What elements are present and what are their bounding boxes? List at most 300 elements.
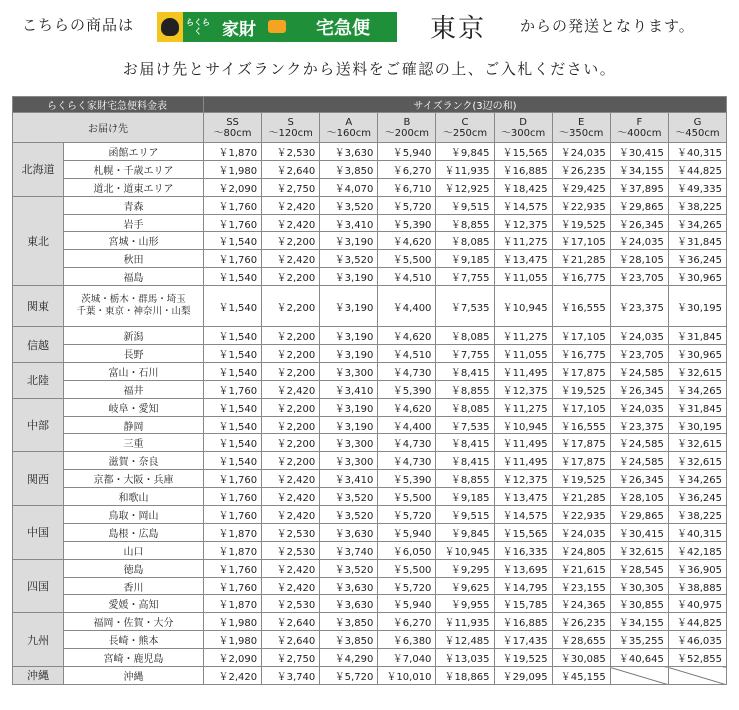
price-cell: ￥32,615 (610, 541, 668, 559)
price-cell: ￥5,390 (378, 380, 436, 398)
area-name-line: 道北・道東エリア (93, 183, 174, 195)
price-cell: ￥24,035 (610, 327, 668, 345)
table-row (13, 613, 727, 631)
size-rank-code: A (345, 116, 353, 128)
price-cell: ￥16,775 (552, 268, 610, 286)
price-cell: ￥3,520 (320, 506, 378, 524)
price-cell: ￥5,720 (378, 577, 436, 595)
price-cell: ￥29,865 (610, 506, 668, 524)
price-cell: ￥3,520 (320, 559, 378, 577)
price-cell: ￥34,265 (668, 214, 726, 232)
region-name: 北陸 (13, 362, 64, 398)
price-cell: ￥5,390 (378, 470, 436, 488)
shipping-rate-table (12, 96, 727, 685)
price-cell: ￥2,090 (204, 649, 262, 667)
area-name-line: 福岡・佐賀・大分 (93, 618, 174, 630)
price-cell: ￥26,235 (552, 160, 610, 178)
price-cell: ￥4,730 (378, 434, 436, 452)
price-cell: ￥11,495 (494, 452, 552, 470)
price-cell: ￥7,755 (436, 345, 494, 363)
price-cell: ￥1,980 (204, 631, 262, 649)
table-row (13, 178, 727, 196)
price-cell: ￥28,545 (610, 559, 668, 577)
price-cell: ￥13,035 (436, 649, 494, 667)
price-cell: ￥14,795 (494, 577, 552, 595)
price-cell: ￥1,540 (204, 416, 262, 434)
area-name (64, 416, 204, 434)
area-name (64, 196, 204, 214)
price-cell: ￥34,265 (668, 470, 726, 488)
price-cell: ￥18,425 (494, 178, 552, 196)
price-cell: ￥8,855 (436, 470, 494, 488)
area-name-line: 沖縄 (123, 671, 144, 683)
table-row (13, 160, 727, 178)
price-cell: ￥19,525 (552, 214, 610, 232)
price-cell: ￥23,375 (610, 286, 668, 327)
price-cell: ￥15,565 (494, 523, 552, 541)
price-cell: ￥18,865 (436, 667, 494, 685)
price-cell: ￥5,720 (378, 196, 436, 214)
table-row (13, 470, 727, 488)
table-row (13, 143, 727, 161)
price-cell: ￥2,530 (262, 595, 320, 613)
size-rank-code: S (287, 116, 294, 128)
price-cell: ￥3,630 (320, 523, 378, 541)
price-cell: ￥6,270 (378, 160, 436, 178)
table-row (13, 250, 727, 268)
table-row (13, 286, 727, 327)
table-row (13, 595, 727, 613)
size-range: ～160cm (326, 127, 371, 139)
price-cell: ￥3,190 (320, 327, 378, 345)
price-cell: ￥24,585 (610, 362, 668, 380)
price-cell: ￥49,335 (668, 178, 726, 196)
price-cell-unavailable (668, 667, 726, 685)
price-cell: ￥11,495 (494, 434, 552, 452)
price-cell: ￥11,275 (494, 327, 552, 345)
area-name (64, 506, 204, 524)
table-row (13, 268, 727, 286)
size-column-header (262, 113, 320, 143)
price-cell: ￥30,195 (668, 416, 726, 434)
area-name (64, 232, 204, 250)
price-cell: ￥52,855 (668, 649, 726, 667)
price-cell: ￥11,275 (494, 232, 552, 250)
area-name-line: 青森 (123, 201, 144, 213)
price-cell: ￥13,475 (494, 488, 552, 506)
size-rank-code: G (693, 116, 702, 128)
area-name (64, 143, 204, 161)
price-cell: ￥12,485 (436, 631, 494, 649)
price-cell: ￥7,040 (378, 649, 436, 667)
price-cell: ￥5,940 (378, 595, 436, 613)
price-cell: ￥30,855 (610, 595, 668, 613)
table-row (13, 577, 727, 595)
header-line-2: お届け先とサイズランクから送料をご確認の上、ご入札ください。 (122, 60, 617, 78)
area-name-line: 新潟 (123, 332, 144, 344)
size-column-header (668, 113, 726, 143)
area-name-line: 鳥取・岡山 (108, 510, 159, 522)
price-cell: ￥3,190 (320, 232, 378, 250)
area-name (64, 452, 204, 470)
size-rank-code: C (461, 116, 469, 128)
price-cell: ￥4,290 (320, 649, 378, 667)
price-cell: ￥4,620 (378, 232, 436, 250)
price-cell: ￥3,740 (262, 667, 320, 685)
price-cell: ￥36,905 (668, 559, 726, 577)
area-name (64, 541, 204, 559)
destination-header: お届け先 (13, 113, 204, 143)
price-cell: ￥32,615 (668, 434, 726, 452)
price-cell: ￥32,615 (668, 452, 726, 470)
price-cell: ￥3,190 (320, 345, 378, 363)
area-name (64, 488, 204, 506)
region-name: 沖縄 (13, 667, 64, 685)
size-rank-code: SS (226, 116, 239, 128)
price-cell: ￥1,870 (204, 143, 262, 161)
price-cell: ￥23,705 (610, 268, 668, 286)
price-cell: ￥2,200 (262, 452, 320, 470)
price-cell: ￥44,825 (668, 613, 726, 631)
price-cell: ￥17,875 (552, 452, 610, 470)
price-cell: ￥3,410 (320, 380, 378, 398)
price-cell: ￥9,185 (436, 488, 494, 506)
price-cell: ￥1,870 (204, 595, 262, 613)
price-cell: ￥34,155 (610, 160, 668, 178)
price-cell: ￥31,845 (668, 232, 726, 250)
area-name (64, 559, 204, 577)
header-line-1 (0, 12, 739, 42)
price-cell: ￥2,420 (262, 506, 320, 524)
price-cell: ￥23,375 (610, 416, 668, 434)
price-cell: ￥36,245 (668, 250, 726, 268)
price-cell: ￥45,155 (552, 667, 610, 685)
price-cell: ￥26,235 (552, 613, 610, 631)
area-name (64, 286, 204, 327)
price-cell: ￥2,640 (262, 160, 320, 178)
price-cell: ￥3,300 (320, 452, 378, 470)
price-cell: ￥7,755 (436, 268, 494, 286)
price-cell: ￥1,760 (204, 577, 262, 595)
price-cell: ￥9,185 (436, 250, 494, 268)
price-cell: ￥6,380 (378, 631, 436, 649)
table-row (13, 345, 727, 363)
area-name-line: 長野 (123, 349, 144, 361)
price-cell: ￥4,510 (378, 345, 436, 363)
header-trail-text: からの発送となります。 (520, 17, 695, 35)
price-cell: ￥3,410 (320, 470, 378, 488)
area-name-line: 富山・石川 (108, 367, 159, 379)
price-cell: ￥10,945 (436, 541, 494, 559)
price-cell: ￥10,945 (494, 286, 552, 327)
price-cell: ￥1,760 (204, 196, 262, 214)
price-cell: ￥11,935 (436, 160, 494, 178)
price-cell: ￥1,760 (204, 250, 262, 268)
price-cell: ￥17,105 (552, 232, 610, 250)
black-cat-icon (157, 12, 183, 42)
size-column-header (320, 113, 378, 143)
price-cell: ￥42,185 (668, 541, 726, 559)
price-cell: ￥2,420 (262, 214, 320, 232)
region-name: 信越 (13, 327, 64, 363)
area-name-line: 札幌・千歳エリア (93, 165, 174, 177)
area-name-line: 千葉・東京・神奈川・山梨 (76, 306, 191, 318)
area-name (64, 523, 204, 541)
region-name: 九州 (13, 613, 64, 667)
price-cell: ￥17,875 (552, 434, 610, 452)
price-cell: ￥28,105 (610, 488, 668, 506)
area-name-line: 秋田 (123, 255, 144, 267)
price-cell: ￥16,885 (494, 613, 552, 631)
price-cell: ￥16,885 (494, 160, 552, 178)
price-cell: ￥2,200 (262, 416, 320, 434)
table-row (13, 649, 727, 667)
price-cell: ￥28,105 (610, 250, 668, 268)
price-cell: ￥26,345 (610, 470, 668, 488)
price-cell: ￥4,730 (378, 362, 436, 380)
table-row (13, 214, 727, 232)
region-name: 北海道 (13, 143, 64, 197)
price-cell: ￥1,540 (204, 362, 262, 380)
price-cell: ￥30,305 (610, 577, 668, 595)
area-name (64, 345, 204, 363)
price-cell: ￥3,300 (320, 434, 378, 452)
price-cell: ￥2,200 (262, 362, 320, 380)
price-cell: ￥30,085 (552, 649, 610, 667)
price-cell: ￥36,245 (668, 488, 726, 506)
price-cell: ￥3,300 (320, 362, 378, 380)
area-name (64, 613, 204, 631)
size-range: ～250cm (442, 127, 488, 139)
price-cell: ￥24,035 (610, 232, 668, 250)
price-cell: ￥30,415 (610, 143, 668, 161)
price-cell: ￥4,510 (378, 268, 436, 286)
price-cell: ￥4,400 (378, 286, 436, 327)
table-row (13, 416, 727, 434)
price-cell: ￥44,825 (668, 160, 726, 178)
area-name-line: 岐阜・愛知 (108, 403, 159, 415)
size-rank-code: B (403, 116, 411, 128)
price-cell: ￥14,575 (494, 506, 552, 524)
page-header (0, 0, 739, 96)
price-cell: ￥10,010 (378, 667, 436, 685)
price-cell: ￥1,540 (204, 286, 262, 327)
price-cell: ￥4,400 (378, 416, 436, 434)
price-cell: ￥16,335 (494, 541, 552, 559)
area-name (64, 268, 204, 286)
price-cell: ￥1,540 (204, 398, 262, 416)
price-cell: ￥14,575 (494, 196, 552, 214)
price-cell: ￥1,540 (204, 345, 262, 363)
price-cell: ￥8,085 (436, 232, 494, 250)
price-cell: ￥40,645 (610, 649, 668, 667)
price-cell: ￥2,420 (262, 488, 320, 506)
price-cell: ￥30,415 (610, 523, 668, 541)
origin-city: 東京 (430, 14, 487, 44)
price-cell: ￥5,500 (378, 559, 436, 577)
price-cell: ￥12,375 (494, 380, 552, 398)
area-name (64, 595, 204, 613)
price-cell: ￥11,055 (494, 345, 552, 363)
price-cell: ￥29,095 (494, 667, 552, 685)
size-range: ～350cm (559, 127, 604, 139)
price-cell: ￥16,555 (552, 286, 610, 327)
price-cell: ￥24,035 (610, 398, 668, 416)
price-cell: ￥26,345 (610, 380, 668, 398)
price-cell: ￥22,935 (552, 506, 610, 524)
price-cell: ￥38,225 (668, 506, 726, 524)
price-cell: ￥3,850 (320, 613, 378, 631)
price-cell: ￥2,640 (262, 631, 320, 649)
area-name-line: 滋賀・奈良 (108, 457, 159, 469)
region-name: 関西 (13, 452, 64, 506)
size-rank-code: E (578, 116, 585, 128)
price-cell: ￥1,980 (204, 613, 262, 631)
price-cell: ￥5,720 (320, 667, 378, 685)
price-cell: ￥3,520 (320, 196, 378, 214)
area-name-line: 静岡 (123, 421, 144, 433)
price-cell: ￥8,415 (436, 362, 494, 380)
area-name-line: 福島 (123, 273, 144, 285)
price-cell: ￥2,200 (262, 268, 320, 286)
price-cell: ￥2,420 (262, 250, 320, 268)
price-cell: ￥6,710 (378, 178, 436, 196)
price-cell: ￥40,315 (668, 523, 726, 541)
price-cell: ￥24,035 (552, 523, 610, 541)
price-cell: ￥1,760 (204, 380, 262, 398)
price-cell: ￥3,520 (320, 488, 378, 506)
size-range: ～450cm (675, 127, 720, 139)
price-cell: ￥12,375 (494, 470, 552, 488)
price-cell: ￥9,845 (436, 523, 494, 541)
price-cell: ￥46,035 (668, 631, 726, 649)
price-cell: ￥4,620 (378, 327, 436, 345)
price-cell: ￥2,200 (262, 398, 320, 416)
price-cell: ￥4,070 (320, 178, 378, 196)
price-cell: ￥1,540 (204, 434, 262, 452)
price-cell: ￥1,760 (204, 470, 262, 488)
area-name-line: 岩手 (123, 219, 144, 231)
size-rank-code: F (636, 116, 643, 128)
price-cell: ￥3,630 (320, 143, 378, 161)
price-cell: ￥21,615 (552, 559, 610, 577)
area-name-line: 福井 (123, 385, 144, 397)
area-name (64, 178, 204, 196)
price-cell: ￥16,555 (552, 416, 610, 434)
price-cell: ￥3,850 (320, 631, 378, 649)
price-cell: ￥29,865 (610, 196, 668, 214)
area-name (64, 327, 204, 345)
price-cell: ￥2,750 (262, 178, 320, 196)
price-cell: ￥11,055 (494, 268, 552, 286)
size-range: ～300cm (500, 127, 546, 139)
table-row (13, 380, 727, 398)
region-name: 中部 (13, 398, 64, 452)
size-column-header (552, 113, 610, 143)
price-cell: ￥24,365 (552, 595, 610, 613)
price-cell: ￥4,620 (378, 398, 436, 416)
price-cell: ￥34,265 (668, 380, 726, 398)
price-cell: ￥2,420 (262, 380, 320, 398)
area-name-line: 函館エリア (108, 147, 159, 159)
price-cell: ￥6,270 (378, 613, 436, 631)
price-cell: ￥29,425 (552, 178, 610, 196)
price-cell: ￥24,805 (552, 541, 610, 559)
table-row (13, 506, 727, 524)
price-cell-unavailable (610, 667, 668, 685)
header-lead-text: こちらの商品は (22, 16, 135, 34)
price-cell: ￥22,935 (552, 196, 610, 214)
price-cell: ￥11,275 (494, 398, 552, 416)
price-cell: ￥3,630 (320, 595, 378, 613)
size-range: ～200cm (384, 127, 430, 139)
price-cell: ￥2,200 (262, 286, 320, 327)
price-cell: ￥2,200 (262, 327, 320, 345)
size-rank-label: サイズランク(3辺の和) (204, 97, 727, 113)
size-range: ～120cm (268, 127, 313, 139)
price-cell: ￥31,845 (668, 398, 726, 416)
region-name: 中国 (13, 506, 64, 560)
price-cell: ￥24,585 (610, 452, 668, 470)
area-name (64, 470, 204, 488)
price-cell: ￥3,190 (320, 286, 378, 327)
area-name (64, 398, 204, 416)
area-name (64, 250, 204, 268)
price-cell: ￥5,500 (378, 488, 436, 506)
price-cell: ￥26,345 (610, 214, 668, 232)
table-row (13, 434, 727, 452)
price-cell: ￥2,200 (262, 434, 320, 452)
area-name-line: 島根・広島 (108, 528, 159, 540)
price-cell: ￥1,760 (204, 559, 262, 577)
price-cell: ￥19,525 (552, 380, 610, 398)
area-name (64, 362, 204, 380)
price-cell: ￥1,540 (204, 232, 262, 250)
price-cell: ￥2,750 (262, 649, 320, 667)
price-cell: ￥13,475 (494, 250, 552, 268)
price-cell: ￥9,515 (436, 196, 494, 214)
price-cell: ￥38,885 (668, 577, 726, 595)
area-name (64, 649, 204, 667)
price-cell: ￥1,540 (204, 327, 262, 345)
area-name (64, 577, 204, 595)
price-cell: ￥21,285 (552, 250, 610, 268)
price-cell: ￥15,565 (494, 143, 552, 161)
price-cell: ￥3,520 (320, 250, 378, 268)
area-name (64, 214, 204, 232)
price-cell: ￥30,965 (668, 268, 726, 286)
price-cell: ￥1,870 (204, 541, 262, 559)
price-cell: ￥5,940 (378, 143, 436, 161)
area-name-line: 愛媛・高知 (108, 600, 159, 612)
price-cell: ￥24,585 (610, 434, 668, 452)
table-row (13, 559, 727, 577)
area-name (64, 631, 204, 649)
area-name-line: 長崎・熊本 (108, 636, 159, 648)
price-cell: ￥2,530 (262, 143, 320, 161)
price-cell: ￥9,845 (436, 143, 494, 161)
price-cell: ￥12,925 (436, 178, 494, 196)
size-range: ～400cm (617, 127, 662, 139)
area-name (64, 434, 204, 452)
logo-takkyubin-text: 宅急便 (289, 12, 397, 42)
price-cell: ￥3,190 (320, 268, 378, 286)
price-cell: ￥1,540 (204, 268, 262, 286)
table-row (13, 667, 727, 685)
price-cell: ￥2,420 (262, 196, 320, 214)
area-name-line: 和歌山 (118, 493, 149, 505)
area-name-line: 徳島 (123, 564, 144, 576)
